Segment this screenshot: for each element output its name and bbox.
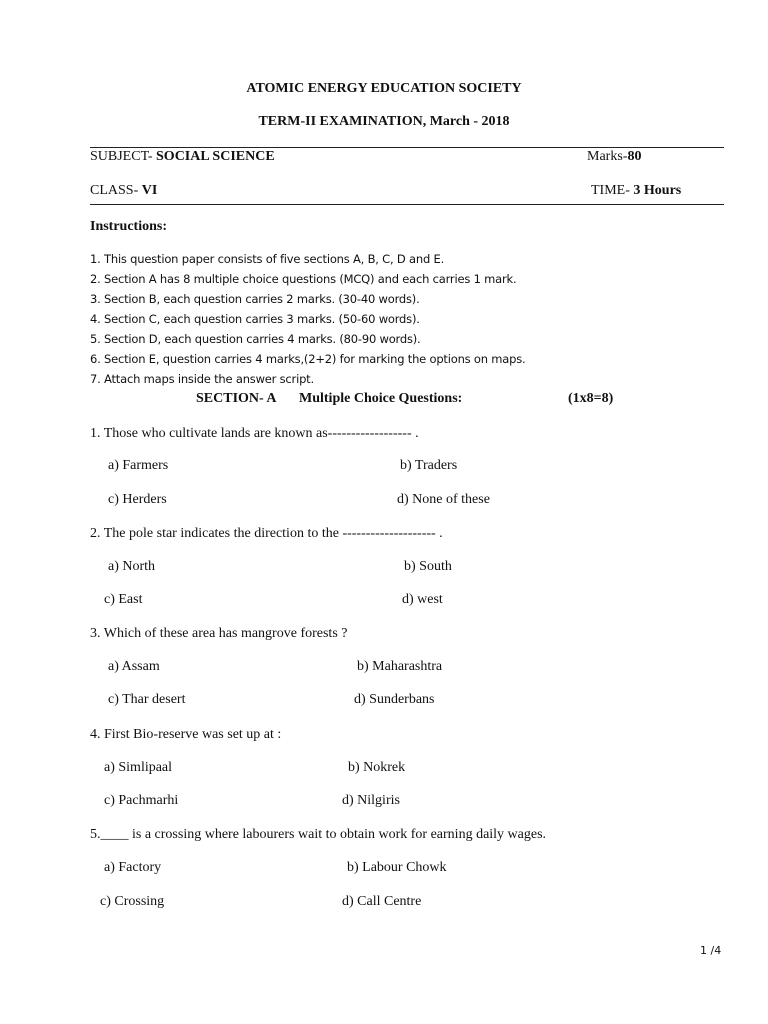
q3-option-d: d) Sunderbans <box>354 692 435 707</box>
instruction-item: 1. This question paper consists of five sections A, B, C, D and E. <box>90 252 445 266</box>
q4-option-d: d) Nilgiris <box>342 793 400 808</box>
q5-option-d: d) Call Centre <box>342 894 422 909</box>
q2-option-b: b) South <box>404 559 452 574</box>
time-value: 3 Hours <box>633 183 682 198</box>
marks-line <box>587 149 641 165</box>
q4-option-b: b) Nokrek <box>348 760 406 775</box>
q5-option-a: a) Factory <box>104 860 162 875</box>
subject-label: SUBJECT- <box>90 149 153 164</box>
q1-option-d: d) None of these <box>397 492 490 507</box>
instruction-item: 6. Section E, question carries 4 marks,(2+2) for marking the options on maps. <box>90 352 526 366</box>
q4-option-a: a) Simlipaal <box>104 760 173 775</box>
section-a-marks: (1x8=8) <box>568 391 614 406</box>
q1-option-a: a) Farmers <box>108 458 169 473</box>
question-4: 4. First Bio-reserve was set up at : <box>90 727 282 742</box>
time-line <box>591 183 681 199</box>
q2-option-a: a) North <box>108 559 156 574</box>
page-number: 1 /4 <box>700 944 722 957</box>
instructions-list <box>90 249 525 389</box>
class-line <box>90 183 157 199</box>
subject-line <box>90 149 275 165</box>
instruction-item: 7. Attach maps inside the answer script. <box>90 372 314 386</box>
class-value: VI <box>141 183 158 198</box>
marks-label: Marks- <box>587 149 628 164</box>
instructions-heading: Instructions: <box>90 219 168 234</box>
q3-option-b: b) Maharashtra <box>357 659 443 674</box>
marks-value: 80 <box>627 149 642 164</box>
q2-option-d: d) west <box>402 592 443 607</box>
instruction-item: 3. Section B, each question carries 2 marks. (30-40 words). <box>90 292 420 306</box>
question-1: 1. Those who cultivate lands are known as------------------ . <box>90 426 419 441</box>
question-5: 5.____ is a crossing where labourers wait to obtain work for earning daily wages. <box>90 827 547 842</box>
section-a-label: SECTION- A <box>196 391 277 406</box>
exam-title: TERM-II EXAMINATION, March - 2018 <box>258 114 510 129</box>
q2-option-c: c) East <box>104 592 143 607</box>
society-title: ATOMIC ENERGY EDUCATION SOCIETY <box>246 81 522 96</box>
section-a-title: Multiple Choice Questions: <box>299 391 463 406</box>
question-3: 3. Which of these area has mangrove forests ? <box>90 626 348 641</box>
instruction-item: 4. Section C, each question carries 3 marks. (50-60 words). <box>90 312 420 326</box>
q3-option-c: c) Thar desert <box>108 692 186 707</box>
q5-option-b: b) Labour Chowk <box>347 860 447 875</box>
header-rule-top <box>90 147 724 148</box>
q5-option-c: c) Crossing <box>100 894 165 909</box>
subject-value: SOCIAL SCIENCE <box>152 149 275 164</box>
q1-option-b: b) Traders <box>400 458 458 473</box>
q4-option-c: c) Pachmarhi <box>104 793 179 808</box>
class-label: CLASS- <box>90 183 142 198</box>
q3-option-a: a) Assam <box>108 659 160 674</box>
question-2: 2. The pole star indicates the direction to the -------------------- . <box>90 526 443 541</box>
q1-option-c: c) Herders <box>108 492 167 507</box>
time-label: TIME- <box>591 183 634 198</box>
instruction-item: 2. Section A has 8 multiple choice questions (MCQ) and each carries 1 mark. <box>90 272 517 286</box>
header-rule-bottom <box>90 204 724 205</box>
instruction-item: 5. Section D, each question carries 4 marks. (80-90 words). <box>90 332 421 346</box>
